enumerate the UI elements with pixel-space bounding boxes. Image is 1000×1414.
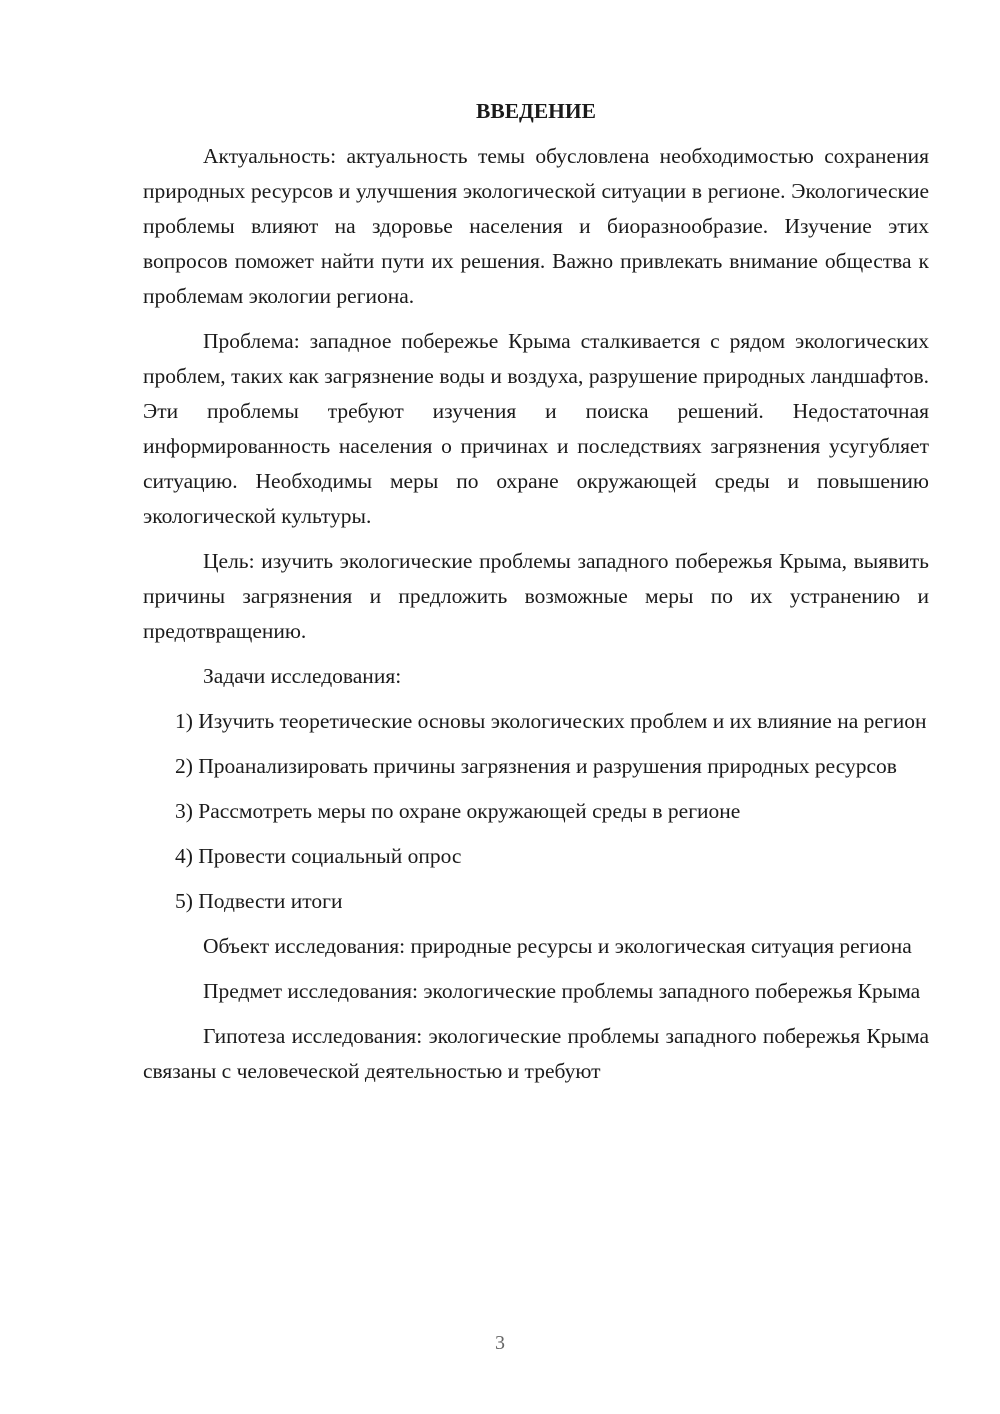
page-number: 3 bbox=[495, 1332, 505, 1354]
task-item-3: 3) Рассмотреть меры по охране окружающей среды в регионе bbox=[175, 799, 741, 823]
task-item-2: 2) Проанализировать причины загрязнения и разрушения природных ресурсов bbox=[175, 754, 897, 778]
goal-paragraph: Цель: изучить экологические проблемы западного побережья Крыма, выявить причины загрязнения и предложить возможные меры по их устранению и предотвращению. bbox=[143, 549, 929, 643]
problem-paragraph: Проблема: западное побережье Крыма сталкивается с рядом экологических проблем, таких как загрязнение воды и воздуха, разрушение природных ландшафтов. Эти проблемы требуют изучения и поиска решений. Недостаточная информированность населения о причинах и последствиях загрязнения усугубляет ситуацию. Необходимы меры по охране окружающей среды и повышению экологической культуры. bbox=[143, 329, 929, 528]
task-item-5: 5) Подвести итоги bbox=[175, 889, 343, 913]
task-item-1: 1) Изучить теоретические основы экологических проблем и их влияние на регион bbox=[175, 709, 927, 733]
page-title: ВВЕДЕНИЕ bbox=[476, 99, 596, 123]
relevance-paragraph: Актуальность: актуальность темы обусловлена необходимостью сохранения природных ресурсов и улучшения экологической ситуации в регионе. Экологические проблемы влияют на здоровье населения и биоразнообразие. Изучение этих вопросов поможет найти пути их решения. Важно привлекать внимание общества к проблемам экологии региона. bbox=[143, 144, 929, 308]
task-item-4: 4) Провести социальный опрос bbox=[175, 844, 462, 868]
tasks-title: Задачи исследования: bbox=[203, 664, 402, 688]
document-page bbox=[143, 94, 929, 1099]
subject-paragraph: Предмет исследования: экологические проблемы западного побережья Крыма bbox=[203, 979, 921, 1003]
object-paragraph: Объект исследования: природные ресурсы и экологическая ситуация региона bbox=[203, 934, 912, 958]
hypothesis-paragraph: Гипотеза исследования: экологические проблемы западного побережья Крыма связаны с человеческой деятельностью и требуют bbox=[143, 1024, 929, 1083]
